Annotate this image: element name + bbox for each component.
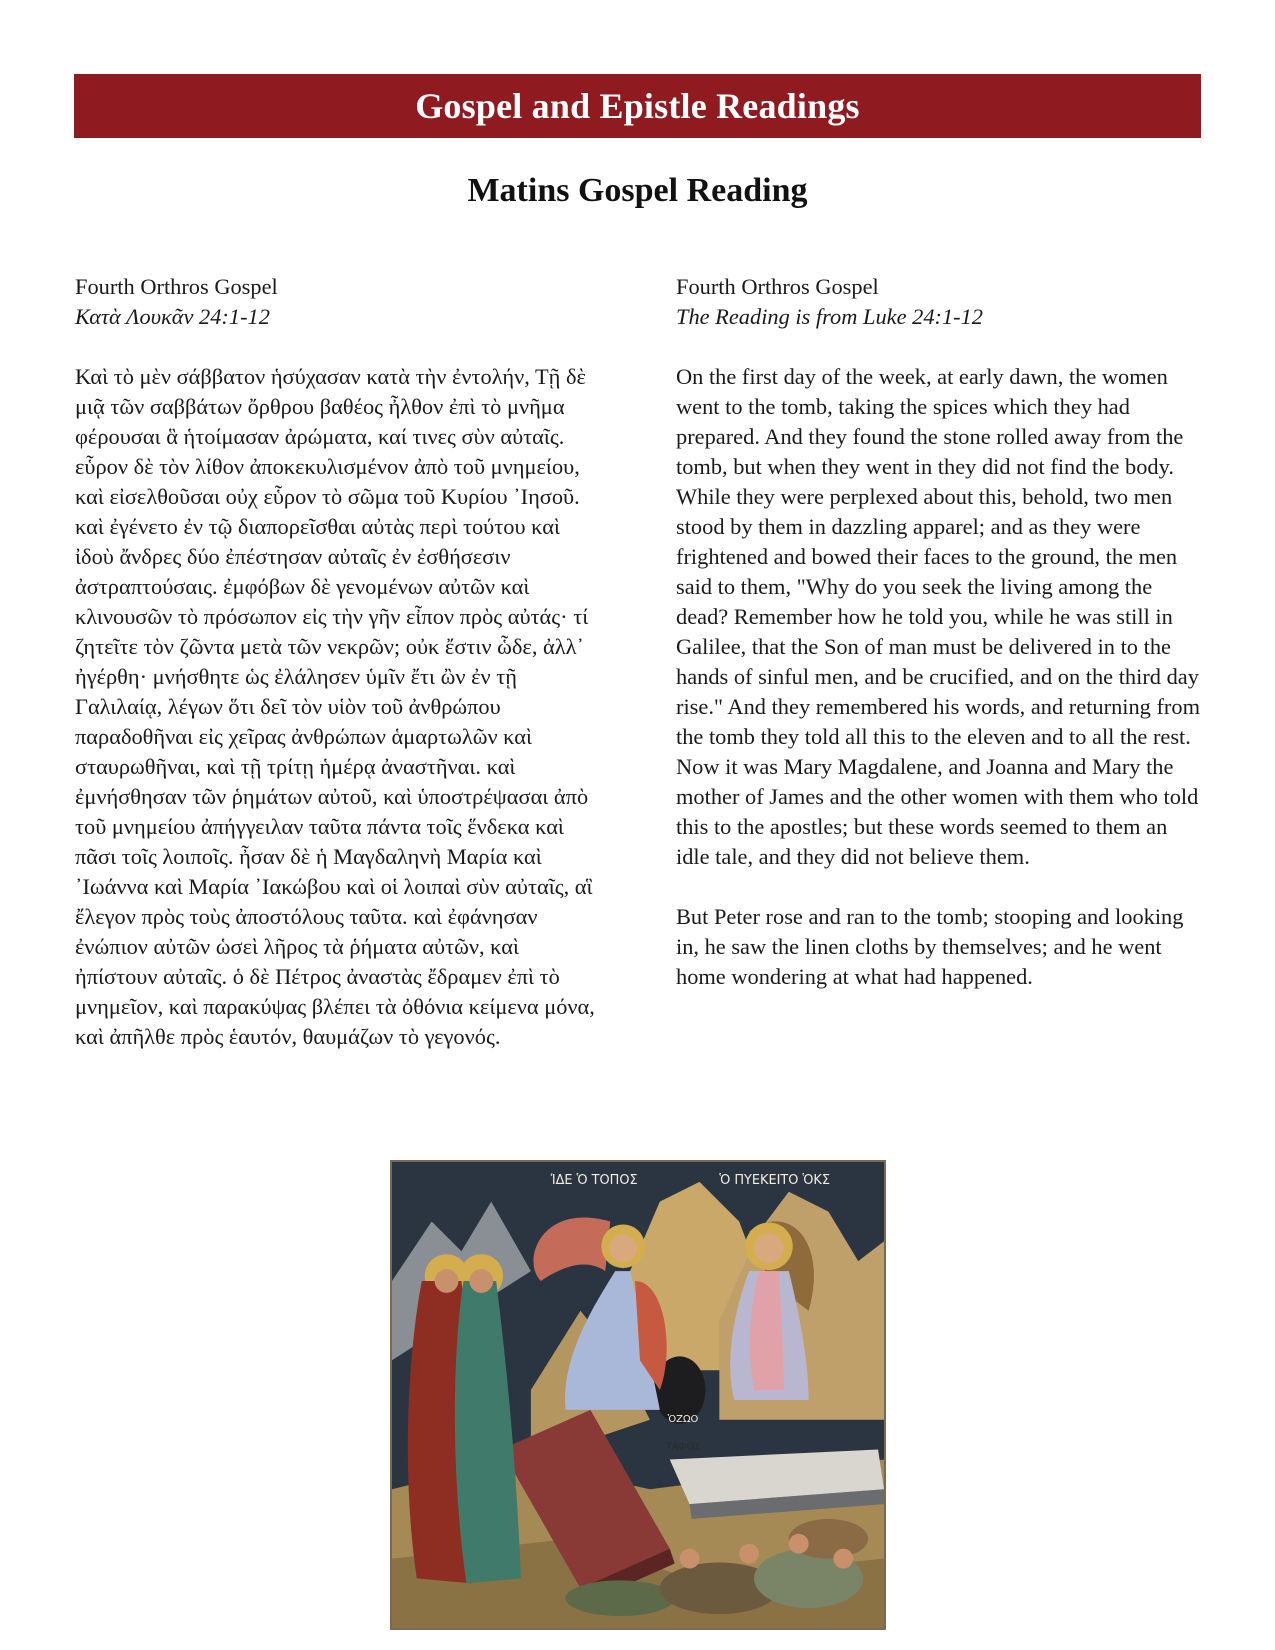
english-paragraph: But Peter rose and ran to the tomb; stooping and looking in, he saw the linen cloths by themselves; and he went home wondering at what had happened. [676,904,1184,989]
page-subtitle: Matins Gospel Reading [467,172,808,209]
banner-title: Gospel and Epistle Readings [415,86,860,126]
icon-painting [392,1162,884,1628]
english-heading: Fourth Orthros Gospel [676,274,879,299]
greek-citation: Κατὰ Λουκᾶν 24:1-12 [75,304,270,329]
greek-paragraph: Καὶ τὸ μὲν σάββατον ἡσύχασαν κατὰ τὴν ἐντολήν, Τῇ δὲ μιᾷ τῶν σαββάτων ὄρθρου βαθέος ἦλθον ἐπὶ τὸ μνῆμα φέρουσαι ἃ ἡτοίμασαν ἀρώματα, καί τινες σὺν αὐταῖς. εὗρον δὲ τὸν λίθον ἀποκεκυλισμένον ἀπὸ τοῦ μνημείου, καὶ εἰσελθοῦσαι οὐχ εὗρον τὸ σῶμα τοῦ Κυρίου ᾿Ιησοῦ. καὶ ἐγένετο ἐν τῷ διαπορεῖσθαι αὐτὰς περὶ τούτου καὶ ἰδοὺ ἄνδρες δύο ἐπέστησαν αὐταῖς ἐν ἐσθήσεσιν ἀστραπτούσαις. ἐμφόβων δὲ γενομένων αὐτῶν καὶ κλινουσῶν τὸ πρόσωπον εἰς τὴν γῆν εἶπον πρὸς αὐτάς· τί ζητεῖτε τὸν ζῶντα μετὰ τῶν νεκρῶν; οὐκ ἔστιν ὧδε, ἀλλ᾿ ἠγέρθη· μνήσθητε ὡς ἐλάλησεν ὑμῖν ἔτι ὢν ἐν τῇ Γαλιλαίᾳ, λέγων ὅτι δεῖ τὸν υἱὸν τοῦ ἀνθρώπου παραδοθῆναι εἰς χεῖρας ἀνθρώπων ἁμαρτωλῶν καὶ σταυρωθῆναι, καὶ τῇ τρίτῃ ἡμέρᾳ ἀναστῆναι. καὶ ἐμνήσθησαν τῶν ῥημάτων αὐτοῦ, καὶ ὑποστρέψασαι ἀπὸ τοῦ μνημείου ἀπήγγειλαν ταῦτα πάντα τοῖς ἕνδεκα καὶ πᾶσι τοῖς λοιποῖς. ἦσαν δὲ ἡ Μαγδαληνὴ Μαρία καὶ ᾿Ιωάννα καὶ Μαρία ᾿Ιακώβου καὶ οἱ λοιπαὶ σὺν αὐταῖς, αἳ ἔλεγον πρὸς τοὺς ἀποστόλους ταῦτα. καὶ ἐφάνησαν ἐνώπιον αὐτῶν ὡσεὶ λῆρος τὰ ῥήματα αὐτῶν, καὶ ἠπίστουν αὐταῖς. ὁ δὲ Πέτρος ἀναστὰς ἔδραμεν ἐπὶ τὸ μνημεῖον, καὶ παρακύψας βλέπει τὰ ὀθόνια κείμενα μόνα, καὶ ἀπῆλθε πρὸς ἑαυτόν, θαυμάζων τὸ γεγονός. [75,364,595,1049]
icon-inscription-left: ἸΔΕ Ὁ ΤΟΠΟΣ [550,1172,638,1188]
greek-column [75,272,595,1052]
english-column [676,272,1202,992]
greek-text [75,362,595,1052]
english-paragraph: On the first day of the week, at early dawn, the women went to the tomb, taking the spices which they had prepared. And they found the stone rolled away from the tomb, but when they went in they did not find the body. While they were perplexed about this, behold, two men stood by them in dazzling apparel; and as they were frightened and bowed their faces to the ground, the men said to them, "Why do you seek the living among the dead? Remember how he told you, while he was still in Galilee, that the Son of man must be delivered in to the hands of sinful men, and be crucified, and on the third day rise." And they remembered his words, and returning from the tomb they told all this to the eleven and to all the rest. Now it was Mary Magdalene, and Joanna and Mary the mother of James and the other women with them who told this to the apostles; but these words seemed to them an idle tale, and they did not believe them. [676,364,1200,869]
greek-heading: Fourth Orthros Gospel [75,274,278,299]
icon-inscription-tomb: ΤΑΦΟΣ [665,1441,701,1453]
myrrhbearers-icon-image [390,1160,886,1630]
english-text [676,362,1202,992]
icon-inscription-tomb: ὉΖΩΟ [667,1413,699,1425]
section-banner [74,74,1201,138]
icon-inscription-right: Ὁ ΠΥΕΚΕΙΤΟ ὉΚΣ [719,1172,831,1188]
english-citation: The Reading is from Luke 24:1-12 [676,304,984,329]
